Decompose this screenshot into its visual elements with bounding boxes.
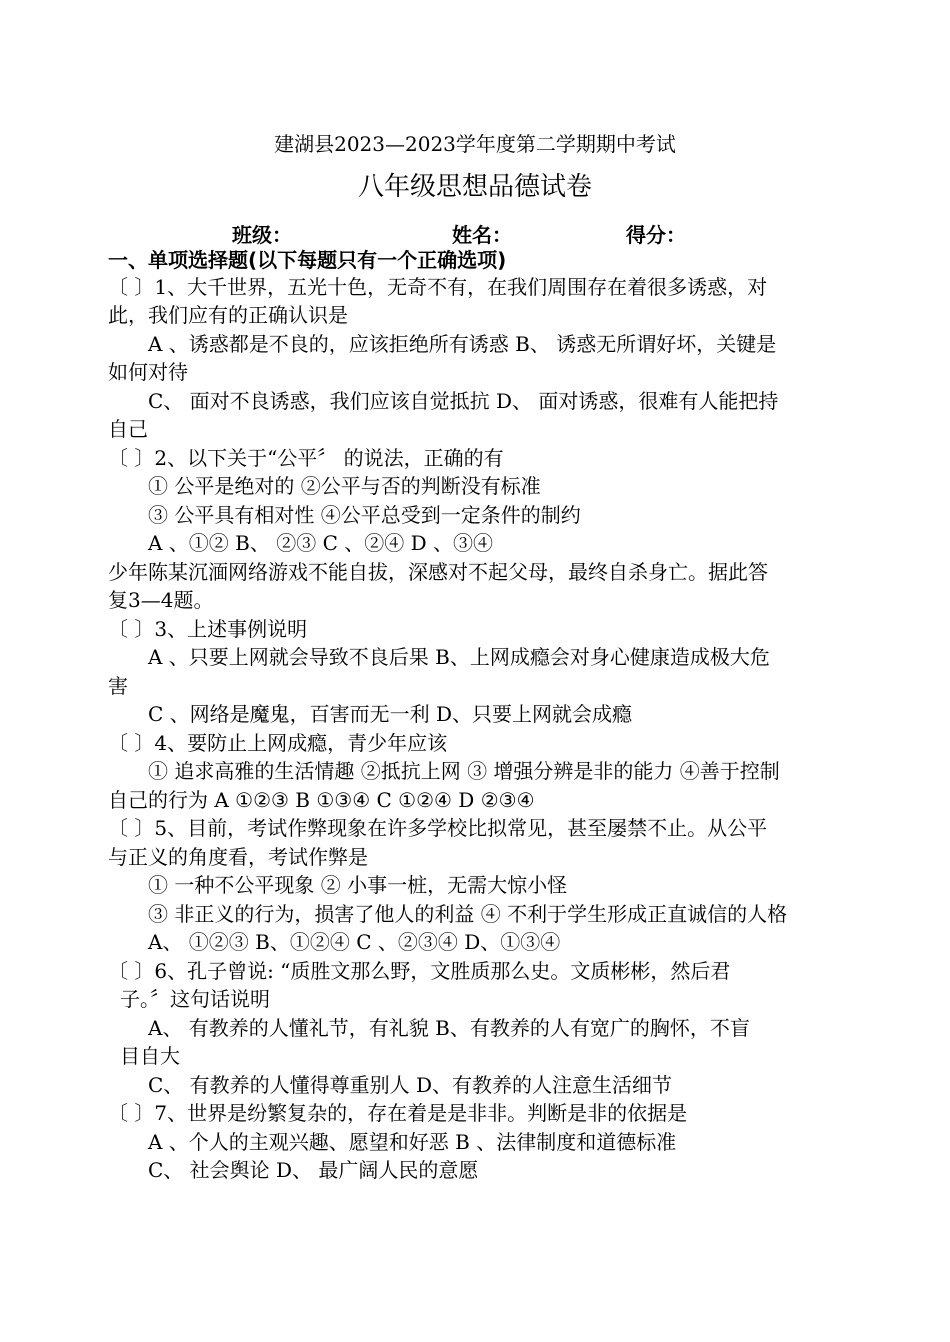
q1-stem-cont: 此，我们应有的正确认识是	[108, 303, 348, 327]
q6-options-ab: A、 有教养的人懂礼节，有礼貌 B、有教养的人有宽广的胸怀，不盲	[148, 1016, 750, 1040]
q3-options-ab: A 、只要上网就会导致不良后果 B、上网成瘾会对身心健康造成极大危	[148, 645, 770, 669]
q6-options-cd: C、 有教养的人懂得尊重别人 D、有教养的人注意生活细节	[148, 1073, 673, 1097]
q1-options-ab-cont: 如何对待	[108, 360, 188, 384]
q5-stem: 〔 〕5、目前，考试作弊现象在许多学校比拟常见，甚至屡禁不止。从公平	[108, 816, 768, 840]
q7-stem: 〔 〕7、世界是纷繁复杂的，存在着是是非非。判断是非的依据是	[108, 1101, 688, 1125]
q5-stem-cont: 与正义的角度看，考试作弊是	[108, 845, 368, 869]
q5-options: A、 ①②③ B、①②④ C 、②③④ D、①③④	[148, 930, 561, 954]
q5-statements-34: ③ 非正义的行为，损害了他人的利益 ④ 不利于学生形成正直诚信的人格	[148, 902, 788, 926]
exam-title-line1: 建湖县2023—2023学年度第二学期期中考试	[274, 132, 676, 156]
q1-options-cd: C、 面对不良诱惑，我们应该自觉抵抗 D、 面对诱惑，很难有人能把持	[148, 389, 779, 413]
q6-options-ab-cont: 目自大	[120, 1044, 180, 1068]
q7-options-ab: A 、个人的主观兴趣、愿望和好恶 B 、法律制度和道德标准	[148, 1130, 677, 1154]
q3-options-cd: C 、网络是魔鬼，百害而无一利 D、只要上网就会成瘾	[148, 702, 633, 726]
section1-heading: 一、单项选择题(以下每题只有一个正确选项)	[108, 248, 507, 272]
q4-statements: ① 追求高雅的生活情趣 ②抵抗上网 ③ 增强分辨是非的能力 ④善于控制	[148, 759, 780, 783]
q3-4-passage: 少年陈某沉湎网络游戏不能自拔，深感对不起父母，最终自杀身亡。据此答	[108, 560, 768, 584]
q6-stem-cont: 子。〞这句话说明	[120, 987, 270, 1011]
q2-options: A 、①② B、 ②③ C 、②④ D 、③④	[148, 531, 493, 555]
class-label: 班级：	[232, 223, 292, 247]
q2-stem: 〔 〕2、以下关于“公平〞 的说法，正确的有	[108, 446, 504, 470]
q7-options-cd: C、 社会舆论 D、 最广阔人民的意愿	[148, 1158, 479, 1182]
q4-stem: 〔 〕4、要防止上网成瘾，青少年应该	[108, 731, 448, 755]
q3-options-ab-cont: 害	[108, 674, 128, 698]
q2-statements-12: ① 公平是绝对的 ②公平与否的判断没有标准	[148, 474, 541, 498]
q2-statements-34: ③ 公平具有相对性 ④公平总受到一定条件的制约	[148, 503, 581, 527]
q1-options-ab: A 、诱惑都是不良的，应该拒绝所有诱惑 B、 诱惑无所谓好坏，关键是	[148, 332, 777, 356]
q5-statements-12: ① 一种不公平现象 ② 小事一桩，无需大惊小怪	[148, 873, 568, 897]
q4-options: 自己的行为 A ①②③ B ①③④ C ①②④ D ②③④	[108, 788, 535, 812]
q3-stem: 〔 〕3、上述事例说明	[108, 617, 308, 641]
q3-4-passage-cont: 复3—4题。	[108, 588, 214, 612]
q1-options-cd-cont: 自己	[108, 417, 148, 441]
score-label: 得分：	[626, 223, 686, 247]
q6-stem: 〔 〕6、孔子曾说: “质胜文那么野，文胜质那么史。文质彬彬，然后君	[108, 959, 731, 983]
q1-stem: 〔 〕1、大千世界，五光十色，无奇不有，在我们周围存在着很多诱惑，对	[108, 275, 768, 299]
exam-title-line2: 八年级思想品德试卷	[357, 172, 592, 202]
name-label: 姓名：	[452, 223, 512, 247]
